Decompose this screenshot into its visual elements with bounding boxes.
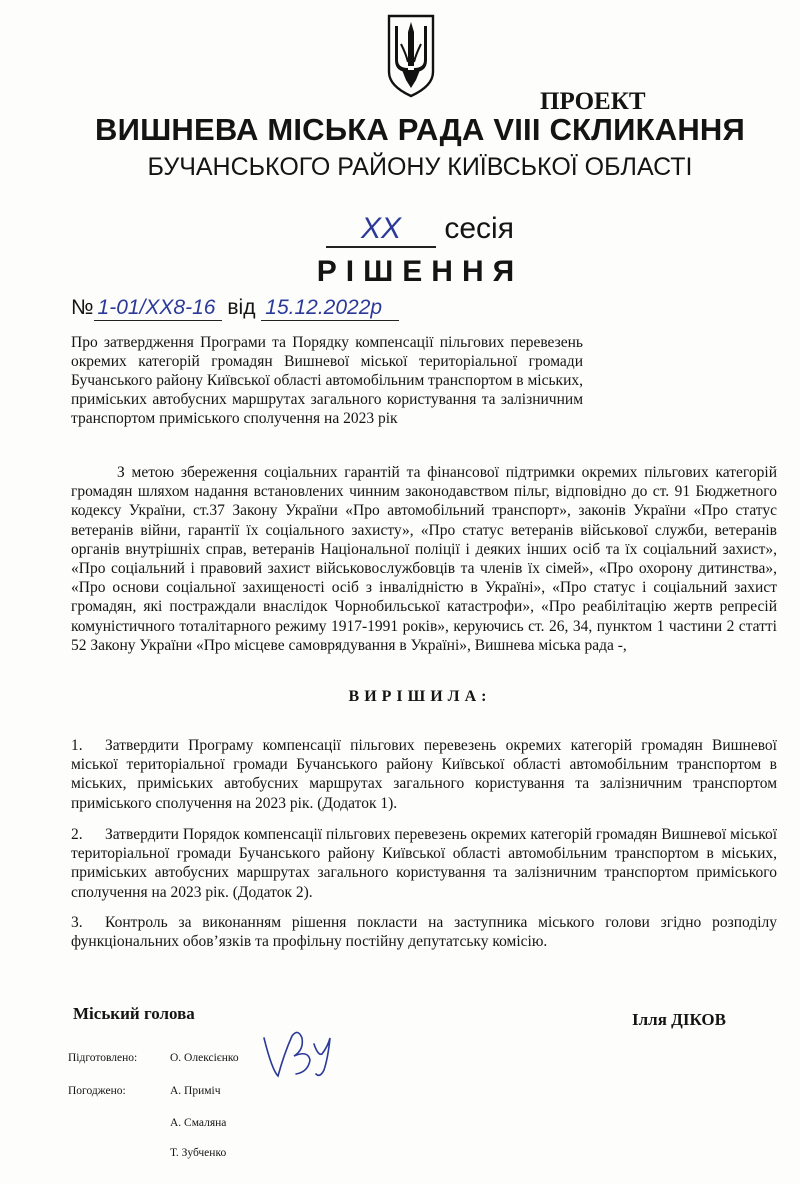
date-prefix: від <box>227 296 256 319</box>
council-title: ВИШНЕВА МІСЬКА РАДА VIII СКЛИКАННЯ <box>95 112 745 147</box>
session-line <box>326 212 514 248</box>
resolution-item <box>71 913 777 951</box>
decision-date: 15.12.2022р <box>261 296 399 321</box>
district-title: БУЧАНСЬКОГО РАЙОНУ КИЇВСЬКОЇ ОБЛАСТІ <box>147 153 693 181</box>
agreed-name: А. Приміч <box>170 1085 221 1097</box>
session-label: сесія <box>444 212 514 245</box>
resolved-heading: ВИРІШИЛА: <box>348 688 492 705</box>
decision-heading: РІШЕННЯ <box>316 255 524 288</box>
number-prefix: № <box>71 296 94 319</box>
item-text: Затвердити Порядок компенсації пільгових перевезень окремих категорій громадян Вишневої міської територіальної громади Бучанського району Київської області автомобільним транспортом в міських, приміських автобусних маршрутах загального користування та залізничним транспортом приміського сполучення на 2023 рік. (Додаток 2). <box>71 826 777 901</box>
trident-emblem-icon <box>386 14 436 98</box>
resolution-item <box>71 736 777 813</box>
agreed-label: Погоджено: <box>68 1085 126 1097</box>
agreed-name: Т. Зубченко <box>170 1147 227 1159</box>
decision-number-line <box>71 296 399 321</box>
mayor-title: Міський голова <box>73 1004 195 1023</box>
item-text: Затвердити Програму компенсації пільгових перевезень окремих категорій громадян Вишневої міської територіальної громади Бучанського району Київської області автомобільним транспортом в міських, приміських автобусних маршрутах загального користування та залізничним транспортом приміського сполучення на 2023 рік. (Додаток 1). <box>71 737 777 812</box>
decision-title: Про затвердження Програми та Порядку компенсації пільгових перевезень окремих категорій громадян Вишневої міської територіальної громади Бучанського району Київської області автомобільним транспортом в міських, приміських автобусних маршрутах загального користування та залізничним транспортом приміського сполучення на 2023 рік <box>71 334 583 427</box>
session-number: XX <box>326 212 436 248</box>
mayor-name: Ілля ДІКОВ <box>632 1010 726 1029</box>
item-text: Контроль за виконанням рішення покласти на заступника міського голови згідно розподілу функціональних обов’язків та профільну постійну депутатську комісію. <box>71 914 777 951</box>
prepared-name: О. Олексієнко <box>170 1052 239 1064</box>
preamble-paragraph: З метою збереження соціальних гарантій та фінансової підтримки окремих пільгових категорій громадян шляхом надання встановлених чинним законодавством пільг, відповідно до ст. 91 Бюджетного кодексу України, ст.37 Закону України «Про автомобільний транспорт», законів України «Про статус ветеранів війни, гарантії їх соціального захисту», «Про статус ветеранів військової служби, ветеранів органів внутрішніх справ, ветеранів Національної поліції і деяких інших осіб та їх соціальний захист», «Про соціальний і правовий захист військовослужбовців та членів їх сімей», «Про охорону дитинства», «Про основи соціальної захищеності осіб з інвалідністю в Україні», «Про статус і соціальний захист громадян, які постраждали внаслідок Чорнобильської катастрофи», «Про реабілітацію жертв репресій комуністичного тоталітарного режиму 1917-1991 років», керуючись ст. 26, 34, пунктом 1 частини 2 статті 52 Закону України «Про місцеве самоврядування в Україні», Вишнева міська рада -, <box>71 464 777 654</box>
resolution-item <box>71 825 777 902</box>
decision-number: 1-01/XX8-16 <box>94 296 222 321</box>
project-label: ПРОЕКТ <box>540 88 646 115</box>
handwritten-signature-icon <box>258 1024 348 1080</box>
item-number: 2. <box>71 826 83 843</box>
agreed-name: А. Смаляна <box>170 1117 227 1129</box>
prepared-label: Підготовлено: <box>68 1052 138 1064</box>
item-number: 3. <box>71 914 83 931</box>
item-number: 1. <box>71 737 83 754</box>
